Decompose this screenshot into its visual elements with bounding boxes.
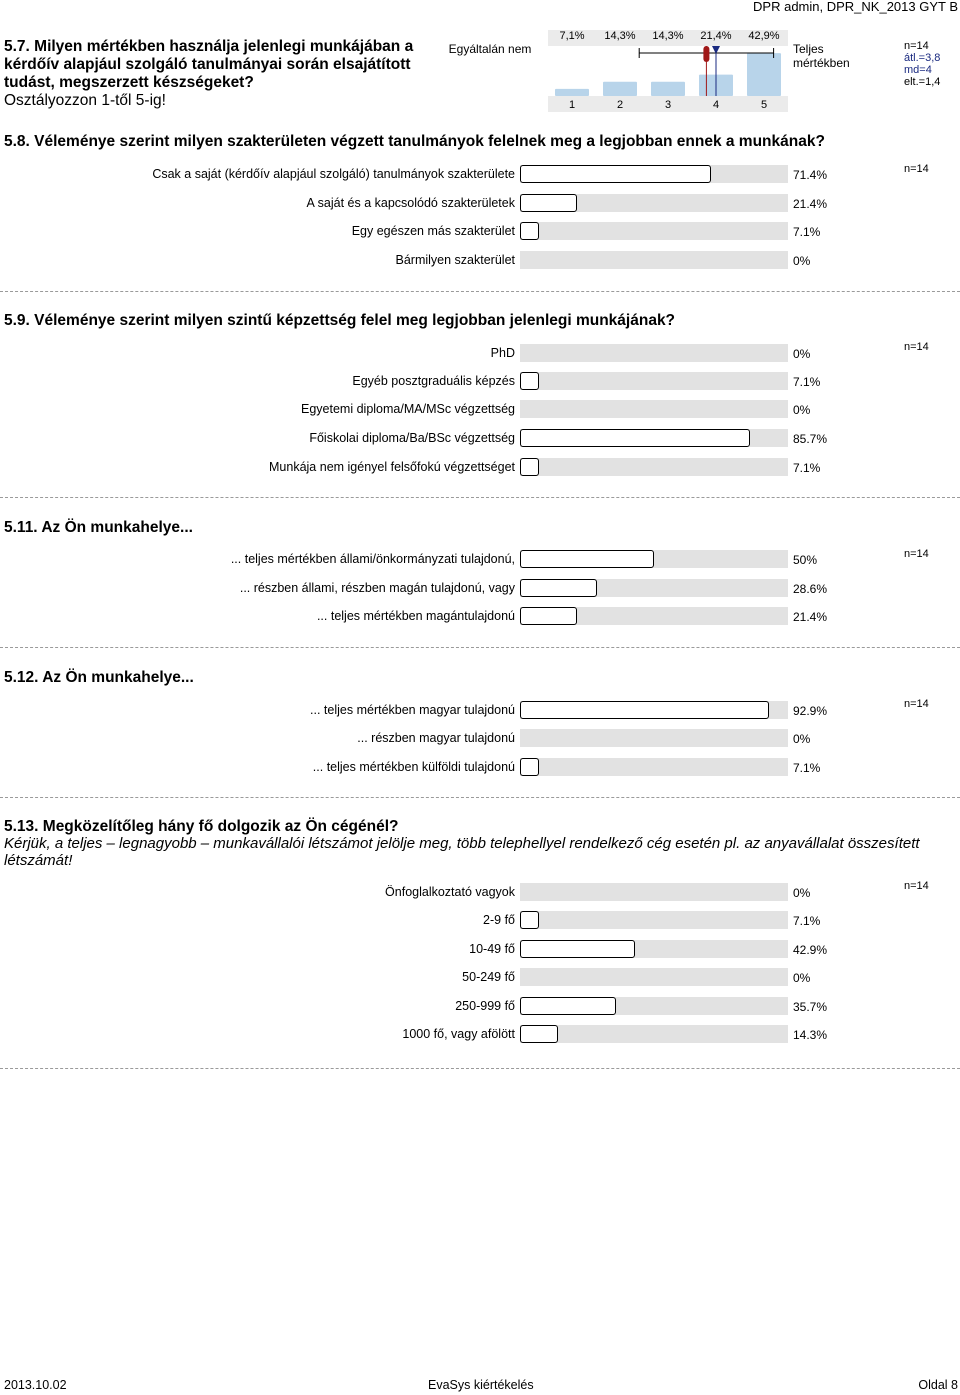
option-row (0, 607, 960, 627)
option-label: A saját és a kapcsolódó szakterületek (306, 196, 515, 210)
percentage-bar-fill (520, 429, 750, 447)
divider (0, 497, 960, 498)
histogram-pct-label: 21,4% (700, 30, 732, 42)
option-percentage: 21.4% (793, 610, 828, 624)
percentage-bar-fill (520, 165, 711, 183)
percentage-bar-fill (520, 194, 577, 212)
percentage-bar-fill (520, 997, 616, 1015)
mean-marker (703, 46, 709, 62)
option-row (0, 194, 960, 214)
option-label: ... teljes mértékben állami/önkormányzati tulajdonú, (230, 552, 515, 566)
question-5-12-title: 5.12. Az Ön munkahelye... (4, 669, 194, 686)
option-label: Bármilyen szakterület (395, 253, 515, 267)
option-percentage: 71.4% (793, 168, 828, 182)
percentage-bar-fill (520, 701, 769, 719)
percentage-bar-track (520, 165, 788, 183)
option-label: Munkája nem igényel felsőfokú végzettséget (269, 460, 515, 474)
question-5-13-title: 5.13. Megközelítőleg hány fő dolgozik az Ön cégénél? (4, 818, 399, 835)
scale-left-label: Egyáltalán nem (448, 42, 532, 56)
option-row (0, 758, 960, 778)
histogram-bar (651, 82, 685, 96)
option-row (0, 940, 960, 960)
q57-avg: átl.=3,8 (904, 52, 941, 64)
option-label: ... teljes mértékben külföldi tulajdonú (312, 760, 515, 774)
percentage-bar-fill (520, 458, 539, 476)
option-percentage: 21.4% (793, 197, 828, 211)
option-row (0, 251, 960, 271)
option-row (0, 550, 960, 570)
histogram-pct-label: 14,3% (604, 30, 636, 42)
percentage-bar-fill (520, 222, 539, 240)
percentage-bar-track (520, 372, 788, 390)
option-label: PhD (490, 346, 515, 360)
question-5-9-title: 5.9. Véleménye szerint milyen szintű képzettség felel meg legjobban jelenlegi munkájának? (4, 312, 676, 329)
percentage-bar-track (520, 758, 788, 776)
q57-histogram (548, 30, 788, 112)
percentage-bar-track (520, 701, 788, 719)
option-percentage: 14.3% (793, 1028, 828, 1042)
option-row (0, 883, 960, 903)
option-row (0, 458, 960, 478)
histogram-bar (603, 82, 637, 96)
option-percentage: 7.1% (793, 225, 821, 239)
option-label: 1000 fő, vagy afölött (402, 1027, 515, 1041)
percentage-bar-track (520, 429, 788, 447)
percentage-bar-track (520, 729, 788, 747)
option-row (0, 165, 960, 185)
option-percentage: 92.9% (793, 704, 828, 718)
percentage-bar-track (520, 579, 788, 597)
option-label: ... részben állami, részben magán tulajdonú, vagy (239, 581, 515, 595)
option-row (0, 1025, 960, 1045)
percentage-bar-fill (520, 550, 654, 568)
option-percentage: 7.1% (793, 375, 821, 389)
q513-n: n=14 (904, 880, 929, 892)
divider (0, 291, 960, 292)
option-row (0, 429, 960, 449)
option-percentage: 7.1% (793, 461, 821, 475)
percentage-bar-track (520, 940, 788, 958)
q59-n: n=14 (904, 341, 929, 353)
footer-center: EvaSys kiértékelés (428, 1378, 534, 1392)
q511-n: n=14 (904, 548, 929, 560)
option-row (0, 372, 960, 392)
option-percentage: 0% (793, 732, 811, 746)
option-row (0, 997, 960, 1017)
divider (0, 1068, 960, 1069)
option-label: Egyéb posztgraduális képzés (352, 374, 515, 388)
option-row (0, 222, 960, 242)
percentage-bar-fill (520, 758, 539, 776)
question-5-7-instruction: Osztályozzon 1-től 5-ig! (4, 92, 166, 109)
option-label: ... teljes mértékben magyar tulajdonú (310, 703, 515, 717)
option-percentage: 85.7% (793, 432, 828, 446)
option-percentage: 7.1% (793, 761, 821, 775)
option-label: ... teljes mértékben magántulajdonú (316, 609, 515, 623)
q57-median: md=4 (904, 64, 932, 76)
percentage-bar-track (520, 400, 788, 418)
option-percentage: 7.1% (793, 914, 821, 928)
question-5-8-title: 5.8. Véleménye szerint milyen szakterületen végzett tanulmányok felelnek meg a legjobban ennek a munkának? (4, 133, 825, 150)
option-label: Főiskolai diploma/Ba/BSc végzettség (309, 431, 515, 445)
percentage-bar-track (520, 194, 788, 212)
option-percentage: 0% (793, 886, 811, 900)
option-label: ... részben magyar tulajdonú (357, 731, 515, 745)
histogram-scale-label: 4 (712, 99, 720, 111)
divider (0, 647, 960, 648)
percentage-bar-track (520, 458, 788, 476)
option-label: 2-9 fő (483, 913, 515, 927)
percentage-bar-fill (520, 911, 539, 929)
option-row (0, 400, 960, 420)
histogram-bar (555, 89, 589, 96)
option-percentage: 0% (793, 347, 811, 361)
q57-stats (904, 40, 940, 88)
q512-n: n=14 (904, 698, 929, 710)
histogram-pct-label: 14,3% (652, 30, 684, 42)
percentage-bar-fill (520, 579, 597, 597)
option-percentage: 0% (793, 403, 811, 417)
q57-n: n=14 (904, 40, 929, 52)
option-row (0, 729, 960, 749)
option-row (0, 344, 960, 364)
option-row (0, 968, 960, 988)
question-5-13-note: Kérjük, a teljes – legnagyobb – munkavállalói létszámot jelölje meg, több telephellyel rendelkező cég esetén pl. az anyavállalat összesített létszámát! (4, 835, 920, 869)
option-label: 10-49 fő (469, 942, 515, 956)
option-percentage: 42.9% (793, 943, 828, 957)
percentage-bar-track (520, 550, 788, 568)
option-label: Egyetemi diploma/MA/MSc végzettség (301, 402, 515, 416)
histogram-pct-label: 7,1% (559, 30, 585, 42)
option-percentage: 50% (793, 553, 818, 567)
option-label: Önfoglalkoztató vagyok (385, 885, 515, 899)
percentage-bar-track (520, 607, 788, 625)
percentage-bar-track (520, 251, 788, 269)
divider (0, 797, 960, 798)
option-row (0, 701, 960, 721)
q58-n: n=14 (904, 163, 929, 175)
percentage-bar-track (520, 1025, 788, 1043)
percentage-bar-track (520, 997, 788, 1015)
option-label: 250-999 fő (455, 999, 515, 1013)
percentage-bar-fill (520, 372, 539, 390)
option-row (0, 911, 960, 931)
footer-page: Oldal 8 (918, 1378, 958, 1392)
question-5-7-title (4, 38, 424, 110)
option-label: Egy egészen más szakterület (351, 224, 515, 238)
option-label: Csak a saját (kérdőív alapjául szolgáló) tanulmányok szakterülete (152, 167, 515, 181)
option-percentage: 0% (793, 254, 811, 268)
option-label: 50-249 fő (462, 970, 515, 984)
percentage-bar-fill (520, 940, 635, 958)
histogram-scale-label: 5 (760, 99, 768, 111)
q57-dev: elt.=1,4 (904, 76, 941, 88)
percentage-bar-track (520, 344, 788, 362)
histogram-pct-label: 42,9% (748, 30, 780, 42)
histogram-scale-label: 3 (664, 99, 672, 111)
percentage-bar-fill (520, 1025, 558, 1043)
percentage-bar-track (520, 968, 788, 986)
option-percentage: 28.6% (793, 582, 828, 596)
footer-date: 2013.10.02 (4, 1378, 67, 1392)
option-percentage: 35.7% (793, 1000, 828, 1014)
report-header: DPR admin, DPR_NK_2013 GYT B (753, 0, 958, 14)
histogram-scale-label: 2 (616, 99, 624, 111)
option-row (0, 579, 960, 599)
scale-right-label: Teljes mértékben (793, 42, 850, 70)
question-5-11-title: 5.11. Az Ön munkahelye... (4, 519, 193, 536)
percentage-bar-fill (520, 607, 577, 625)
percentage-bar-track (520, 911, 788, 929)
question-5-7-text: 5.7. Milyen mértékben használja jelenlegi munkájában a kérdőív alapjául szolgáló tanulmányai során elsajátított tudást, megszerzett készségeket? (4, 38, 414, 91)
histogram-scale-label: 1 (568, 99, 576, 111)
option-percentage: 0% (793, 971, 811, 985)
percentage-bar-track (520, 883, 788, 901)
histogram-bar (747, 53, 781, 96)
percentage-bar-track (520, 222, 788, 240)
